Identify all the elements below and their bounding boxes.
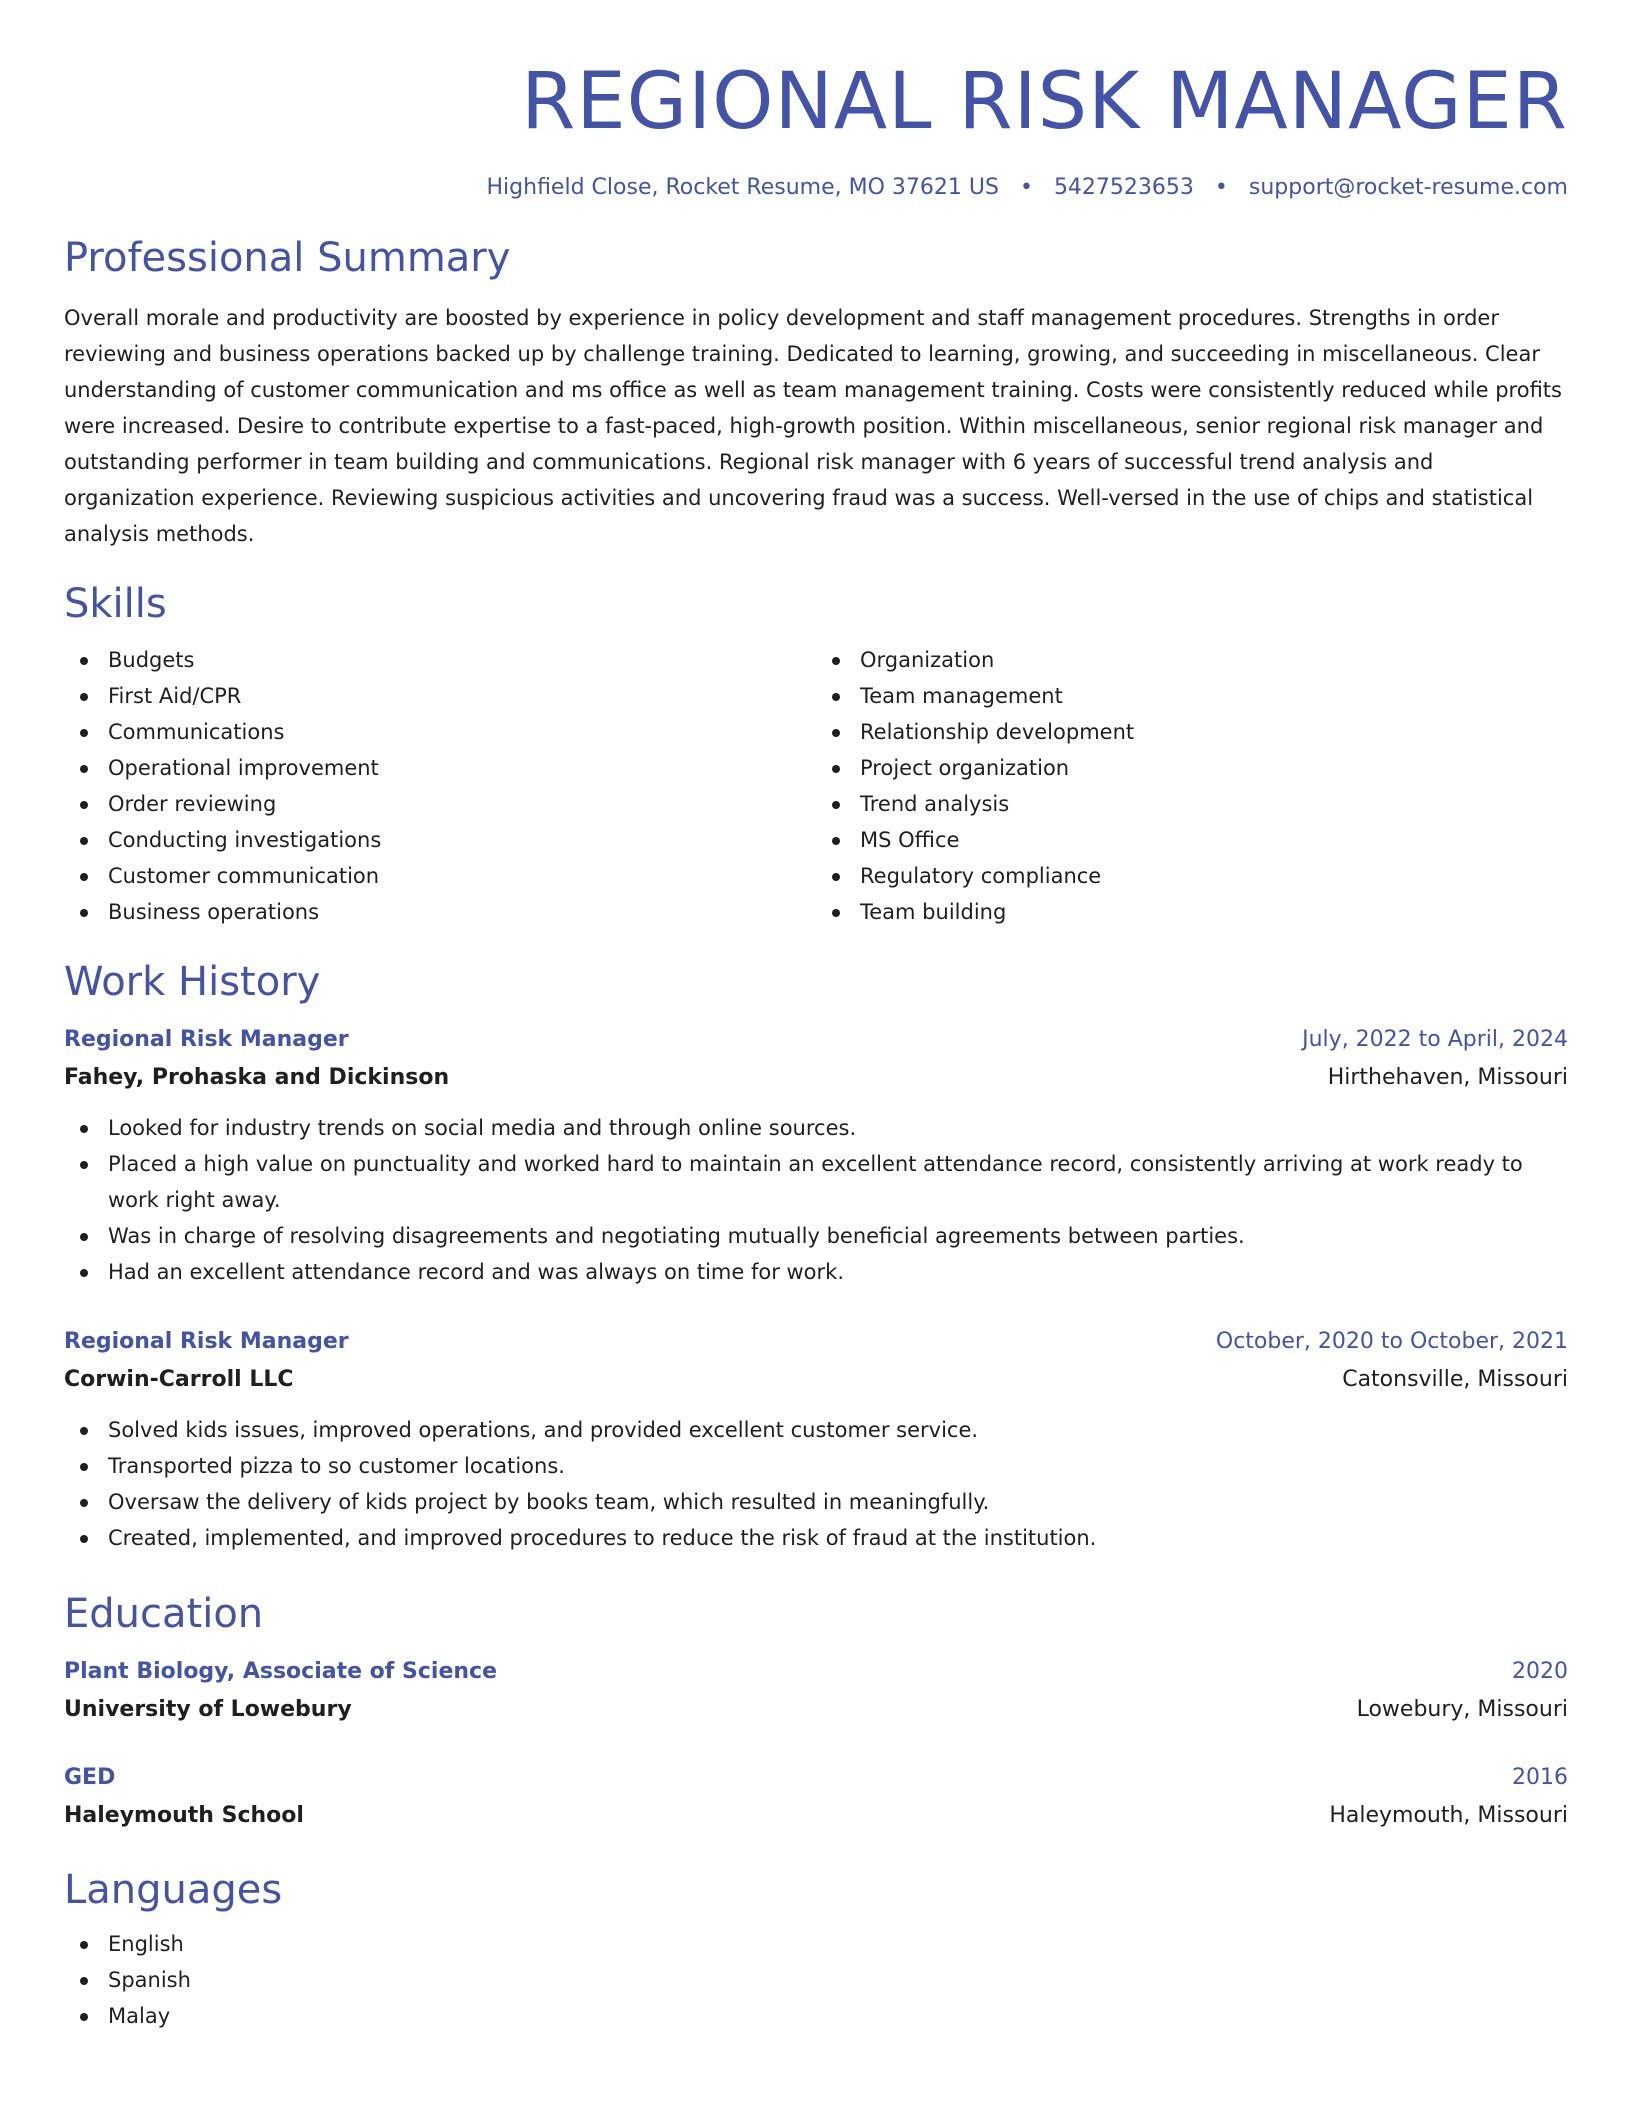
skill-item: Regulatory compliance: [816, 858, 1568, 894]
job-bullets: [64, 1412, 1568, 1556]
job-role: Regional Risk Manager: [64, 1329, 349, 1354]
education-year: 2020: [1512, 1659, 1568, 1684]
skill-item: Team building: [816, 894, 1568, 930]
skills-list-left: [64, 642, 816, 930]
education-location: Lowebury, Missouri: [1356, 1697, 1568, 1722]
skill-item: Communications: [64, 714, 816, 750]
skills-columns: [64, 642, 1568, 930]
job-dates: July, 2022 to April, 2024: [1302, 1027, 1568, 1052]
skill-item: Organization: [816, 642, 1568, 678]
skill-item: Conducting investigations: [64, 822, 816, 858]
skill-item: Project organization: [816, 750, 1568, 786]
candidate-title: REGIONAL RISK MANAGER: [521, 57, 1568, 147]
section-title-languages: Languages: [64, 1867, 283, 1913]
job-bullet: Oversaw the delivery of kids project by books team, which resulted in meaningfully.: [64, 1484, 1568, 1520]
work-history-section: [64, 956, 1568, 1556]
skill-item: Team management: [816, 678, 1568, 714]
skills-section: [64, 578, 1568, 930]
education-section: [64, 1588, 1568, 1836]
education-entry: [64, 1760, 1568, 1836]
job-entry: [64, 1324, 1568, 1556]
job-location: Hirthehaven, Missouri: [1327, 1065, 1568, 1090]
language-item: Malay: [64, 1998, 1568, 2034]
summary-text: Overall morale and productivity are boosted by experience in policy development and staff management procedures. Strengths in order reviewing and business operations backed up by challenge training. Dedicated to learning, growing, and succeeding in miscellaneous. Clear understanding of customer communication and ms office as well as team management training. Costs were consistently reduced while profits were increased. Desire to contribute expertise to a fast-paced, high-growth position. Within miscellaneous, senior regional risk manager and outstanding performer in team building and communications. Regional risk manager with 6 years of successful trend analysis and organization experience. Reviewing suspicious activities and uncovering fraud was a success. Well-versed in the use of chips and statistical analysis methods.: [64, 306, 1562, 546]
address: Highfield Close, Rocket Resume, MO 37621 US: [486, 175, 999, 200]
separator-dot: •: [1019, 175, 1033, 200]
phone: 5427523653: [1053, 175, 1194, 200]
skill-item: Trend analysis: [816, 786, 1568, 822]
job-bullet: Created, implemented, and improved procedures to reduce the risk of fraud at the institution.: [64, 1520, 1568, 1556]
skill-item: Operational improvement: [64, 750, 816, 786]
skill-item: First Aid/CPR: [64, 678, 816, 714]
education-year: 2016: [1512, 1765, 1568, 1790]
job-company: Fahey, Prohaska and Dickinson: [64, 1065, 450, 1090]
job-bullet: Had an excellent attendance record and was always on time for work.: [64, 1254, 1568, 1290]
job-bullet: Was in charge of resolving disagreements and negotiating mutually beneficial agreements between parties.: [64, 1218, 1568, 1254]
section-title-education: Education: [64, 1591, 264, 1637]
education-degree: Plant Biology, Associate of Science: [64, 1659, 497, 1684]
resume-header: [64, 0, 1568, 204]
job-dates: October, 2020 to October, 2021: [1215, 1329, 1568, 1354]
contact-line: [64, 172, 1568, 204]
education-degree: GED: [64, 1765, 116, 1790]
job-bullet: Placed a high value on punctuality and worked hard to maintain an excellent attendance record, consistently arriving at work ready to work right away.: [64, 1146, 1568, 1218]
skill-item: Budgets: [64, 642, 816, 678]
education-school: Haleymouth School: [64, 1803, 304, 1828]
skill-item: Customer communication: [64, 858, 816, 894]
job-location: Catonsville, Missouri: [1342, 1367, 1568, 1392]
job-company: Corwin-Carroll LLC: [64, 1367, 294, 1392]
skill-item: Order reviewing: [64, 786, 816, 822]
skill-item: Relationship development: [816, 714, 1568, 750]
separator-dot: •: [1214, 175, 1228, 200]
language-item: Spanish: [64, 1962, 1568, 1998]
skill-item: Business operations: [64, 894, 816, 930]
skill-item: MS Office: [816, 822, 1568, 858]
job-bullets: [64, 1110, 1568, 1290]
section-title-skills: Skills: [64, 581, 167, 627]
job-bullet: Looked for industry trends on social media and through online sources.: [64, 1110, 1568, 1146]
summary-section: [64, 232, 1568, 552]
section-title-work-history: Work History: [64, 959, 321, 1005]
education-location: Haleymouth, Missouri: [1329, 1803, 1568, 1828]
job-bullet: Transported pizza to so customer locations.: [64, 1448, 1568, 1484]
skills-list-right: [816, 642, 1568, 930]
job-bullet: Solved kids issues, improved operations, and provided excellent customer service.: [64, 1412, 1568, 1448]
languages-list: [64, 1926, 1568, 2034]
job-role: Regional Risk Manager: [64, 1027, 349, 1052]
section-title-summary: Professional Summary: [64, 235, 511, 281]
job-entry: [64, 1022, 1568, 1290]
email-link[interactable]: support@rocket-resume.com: [1248, 175, 1568, 200]
education-school: University of Lowebury: [64, 1697, 352, 1722]
language-item: English: [64, 1926, 1568, 1962]
education-entry: [64, 1654, 1568, 1730]
languages-section: [64, 1864, 1568, 2034]
